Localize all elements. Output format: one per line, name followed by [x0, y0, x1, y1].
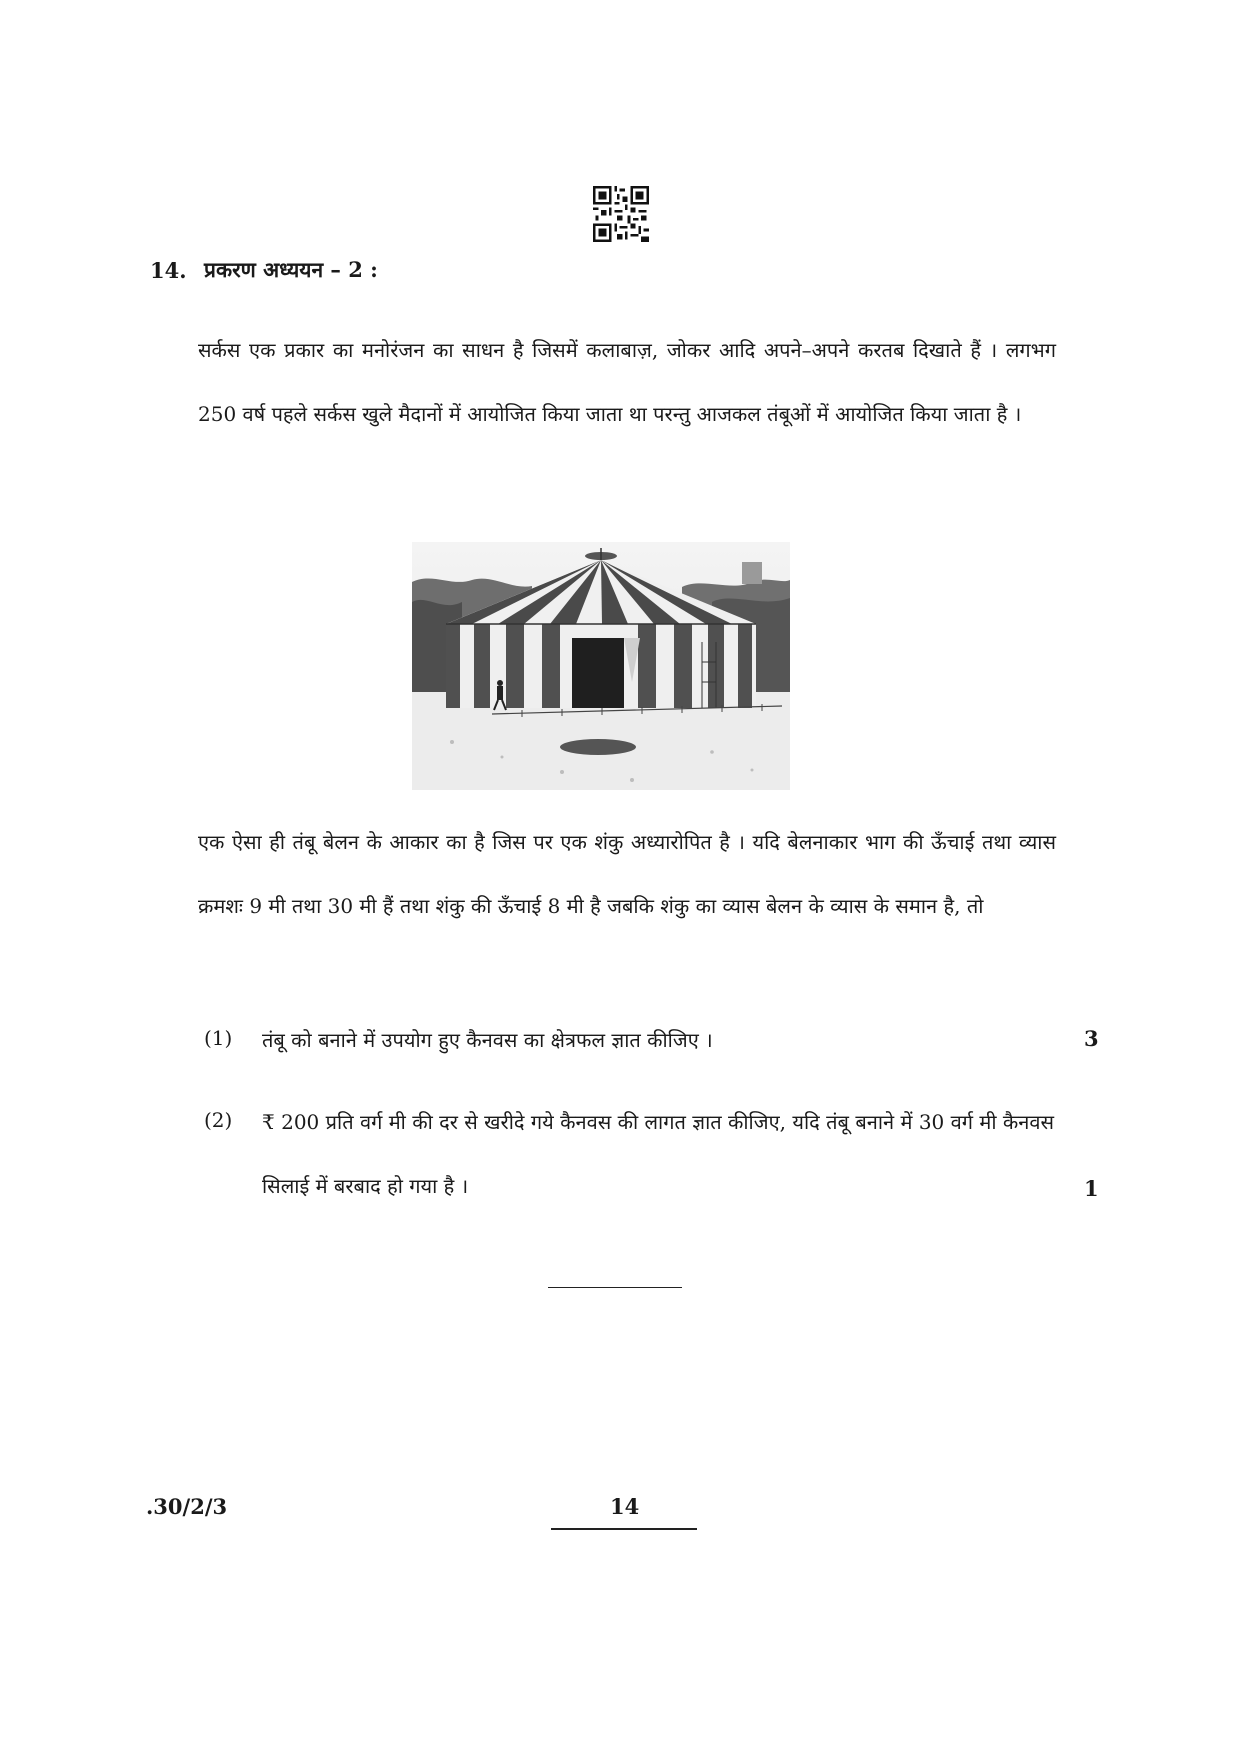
circus-tent-photo: [412, 542, 790, 790]
question-number: 14.: [150, 258, 187, 283]
part-1-text: तंबू को बनाने में उपयोग हुए कैनवस का क्षेत्रफल ज्ञात कीजिए ।: [262, 1028, 713, 1052]
intro-paragraph: सर्कस एक प्रकार का मनोरंजन का साधन है जिसमें कलाबाज़, जोकर आदि अपने–अपने करतब दिखाते हैं । लगभग 250 वर्ष पहले सर्कस खुले मैदानों में आयोजित किया जाता था परन्तु आजकल तंबूओं में आयोजित किया जाता है ।: [198, 338, 1056, 426]
page-number-rule: [551, 1528, 697, 1530]
part-2-marks: 1: [1084, 1176, 1099, 1201]
part-1-label: (1): [204, 1026, 233, 1050]
qr-code: [593, 186, 649, 242]
page-number: 14: [610, 1494, 640, 1519]
part-2-text: ₹ 200 प्रति वर्ग मी की दर से खरीदे गये कैनवस की लागत ज्ञात कीजिए, यदि तंबू बनाने में 30 वर्ग मी कैनवस सिलाई में बरबाद हो गया है ।: [262, 1110, 1054, 1198]
tent-description: एक ऐसा ही तंबू बेलन के आकार का है जिस पर एक शंकु अध्यारोपित है । यदि बेलनाकार भाग की ऊँचाई तथा व्यास क्रमशः 9 मी तथा 30 मी हैं तथा शंकु की ऊँचाई 8 मी है जबकि शंकु का व्यास बेलन के व्यास के समान है, तो: [198, 830, 1056, 918]
part-1-marks: 3: [1084, 1026, 1099, 1051]
part-2-label: (2): [204, 1108, 233, 1132]
end-divider: [548, 1287, 682, 1288]
paper-code: .30/2/3: [146, 1494, 228, 1519]
question-title: प्रकरण अध्ययन – 2 :: [204, 257, 378, 282]
